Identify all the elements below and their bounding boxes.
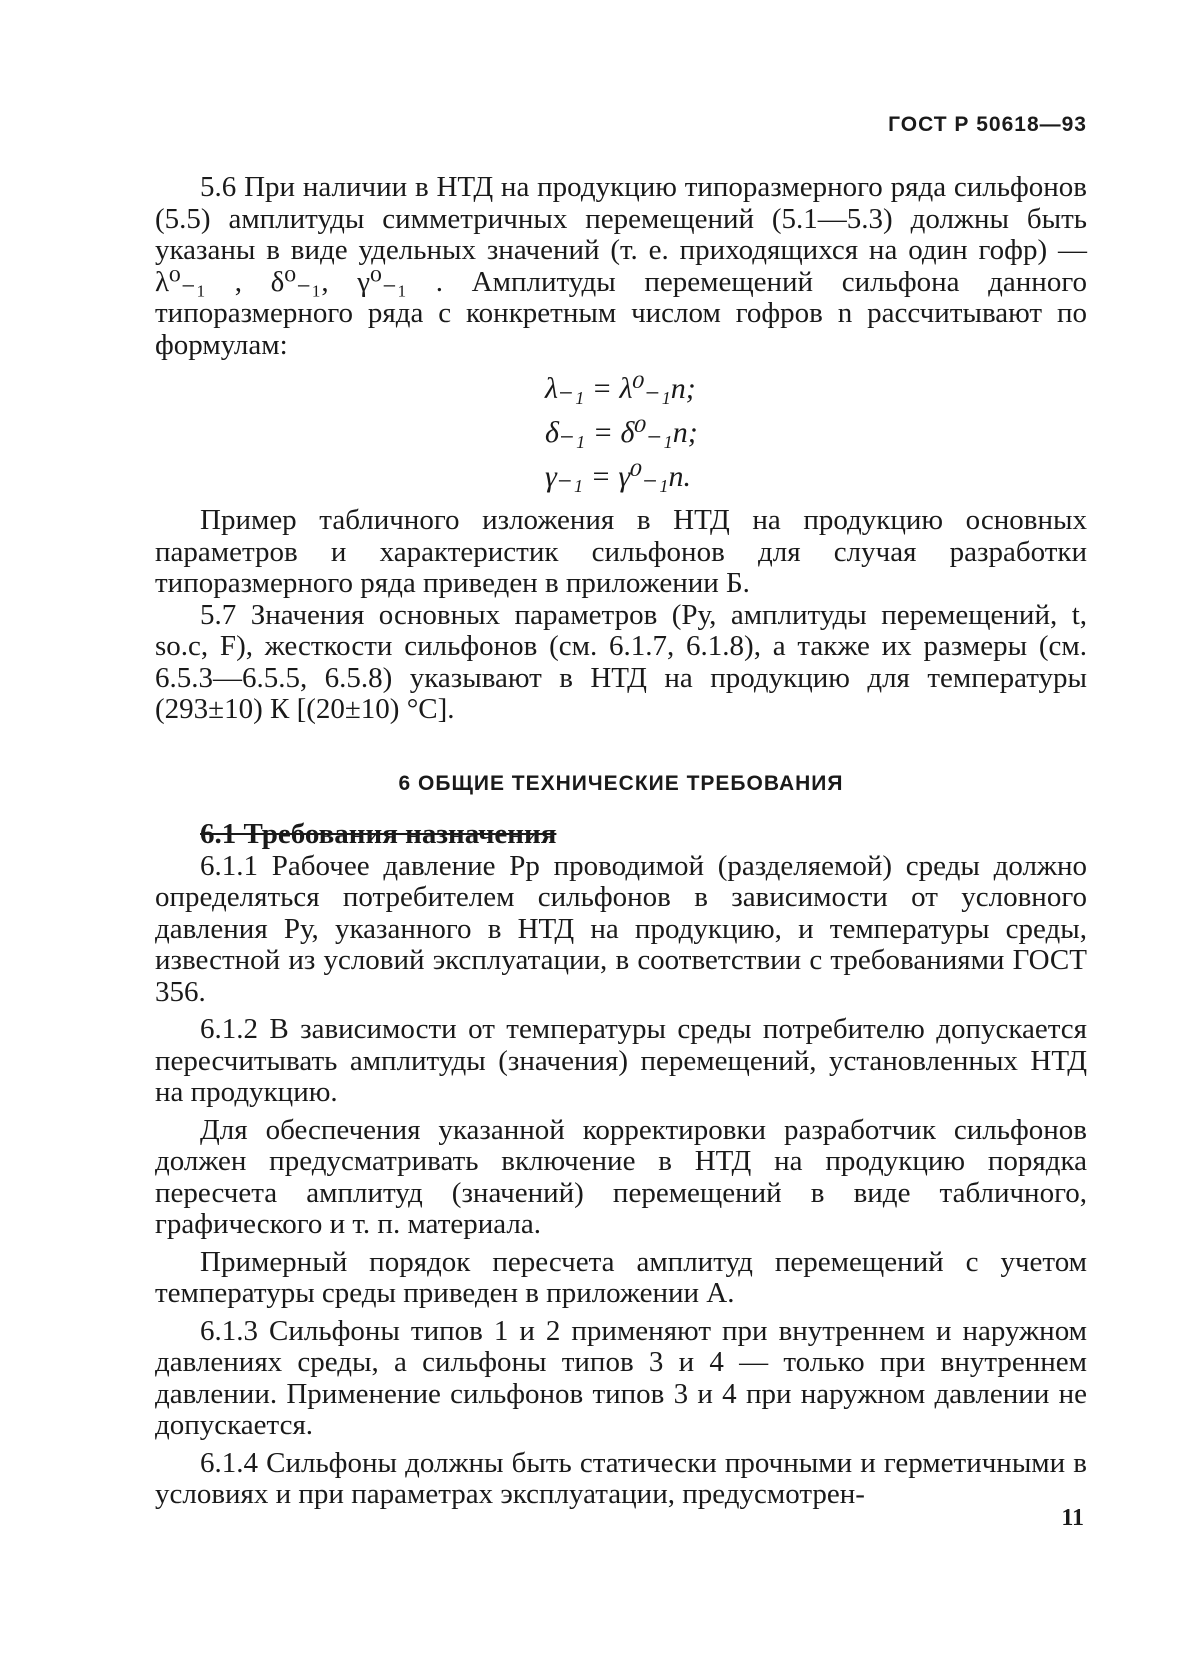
subsection-6-1	[155, 819, 1087, 851]
paragraph-6-1-2-c: Примерный порядок пересчета амплитуд перемещений с учетом температуры среды приведен в приложении А.	[155, 1245, 1087, 1309]
paragraph-6-1-2-b: Для обеспечения указанной корректировки разработчик сильфонов должен предусматривать включение в НТД на продукцию порядка пересчета амплитуд (значений) перемещений в виде табличного, графического и т. п. материала.	[155, 1113, 1087, 1240]
paragraph-6-1-2: 6.1.2 В зависимости от температуры среды потребителю допускается пересчитывать амплитуды (значения) перемещений, установленных НТД на продукцию.	[155, 1013, 1087, 1108]
formula-block	[155, 367, 1087, 499]
formula-delta: δ₋₁ = δ⁰₋₁n;	[545, 416, 698, 449]
formula-lambda: λ₋₁ = λ⁰₋₁n;	[545, 372, 696, 405]
page-number: 11	[1061, 1505, 1084, 1531]
paragraph-example: Пример табличного изложения в НТД на продукцию основных параметров и характеристик сильфонов для случая разработки типоразмерного ряда приведен в приложении Б.	[155, 504, 1087, 599]
paragraph-6-1-4: 6.1.4 Сильфоны должны быть статически прочными и герметичными в условиях и при параметрах эксплуатации, предусмотрен-	[155, 1446, 1087, 1510]
doc-code-header: ГОСТ Р 50618—93	[888, 113, 1087, 136]
section-heading-6: 6 ОБЩИЕ ТЕХНИЧЕСКИЕ ТРЕБОВАНИЯ	[398, 771, 844, 795]
paragraph-6-1-1: 6.1.1 Рабочее давление Pр проводимой (разделяемой) среды должно определяться потребителем сильфонов в зависимости от условного давления Pу, указанного в НТД на продукцию, и температуры среды, известной из условий эксплуатации, в соответствии с требованиями ГОСТ 356.	[155, 849, 1087, 1008]
paragraph-5-7: 5.7 Значения основных параметров (Pу, амплитуды перемещений, t, sо.с, F), жесткости сильфонов (см. 6.1.7, 6.1.8), а также их размеры (см. 6.5.3—6.5.5, 6.5.8) указывают в НТД на продукцию для температуры (293±10) К [(20±10) °С].	[155, 598, 1087, 725]
paragraph-6-1-3: 6.1.3 Сильфоны типов 1 и 2 применяют при внутреннем и наружном давлениях среды, а сильфоны типов 3 и 4 — только при внутреннем давлении. Применение сильфонов типов 3 и 4 при наружном давлении не допускается.	[155, 1314, 1087, 1441]
document-body	[155, 172, 1087, 1511]
paragraph-5-6: 5.6 При наличии в НТД на продукцию типоразмерного ряда сильфонов (5.5) амплитуды симметричных перемещений (5.1—5.3) должны быть указаны в виде удельных значений (т. е. приходящихся на один гофр) — λ⁰₋₁ , δ⁰₋₁, γ⁰₋₁ . Амплитуды перемещений сильфона данного типоразмерного ряда с конкретным числом гофров n рассчитывают по формулам:	[155, 171, 1087, 361]
subsection-6-1-title: 6.1 Требования назначения	[200, 818, 557, 850]
formula-gamma: γ₋₁ = γ⁰₋₁n.	[545, 460, 691, 493]
